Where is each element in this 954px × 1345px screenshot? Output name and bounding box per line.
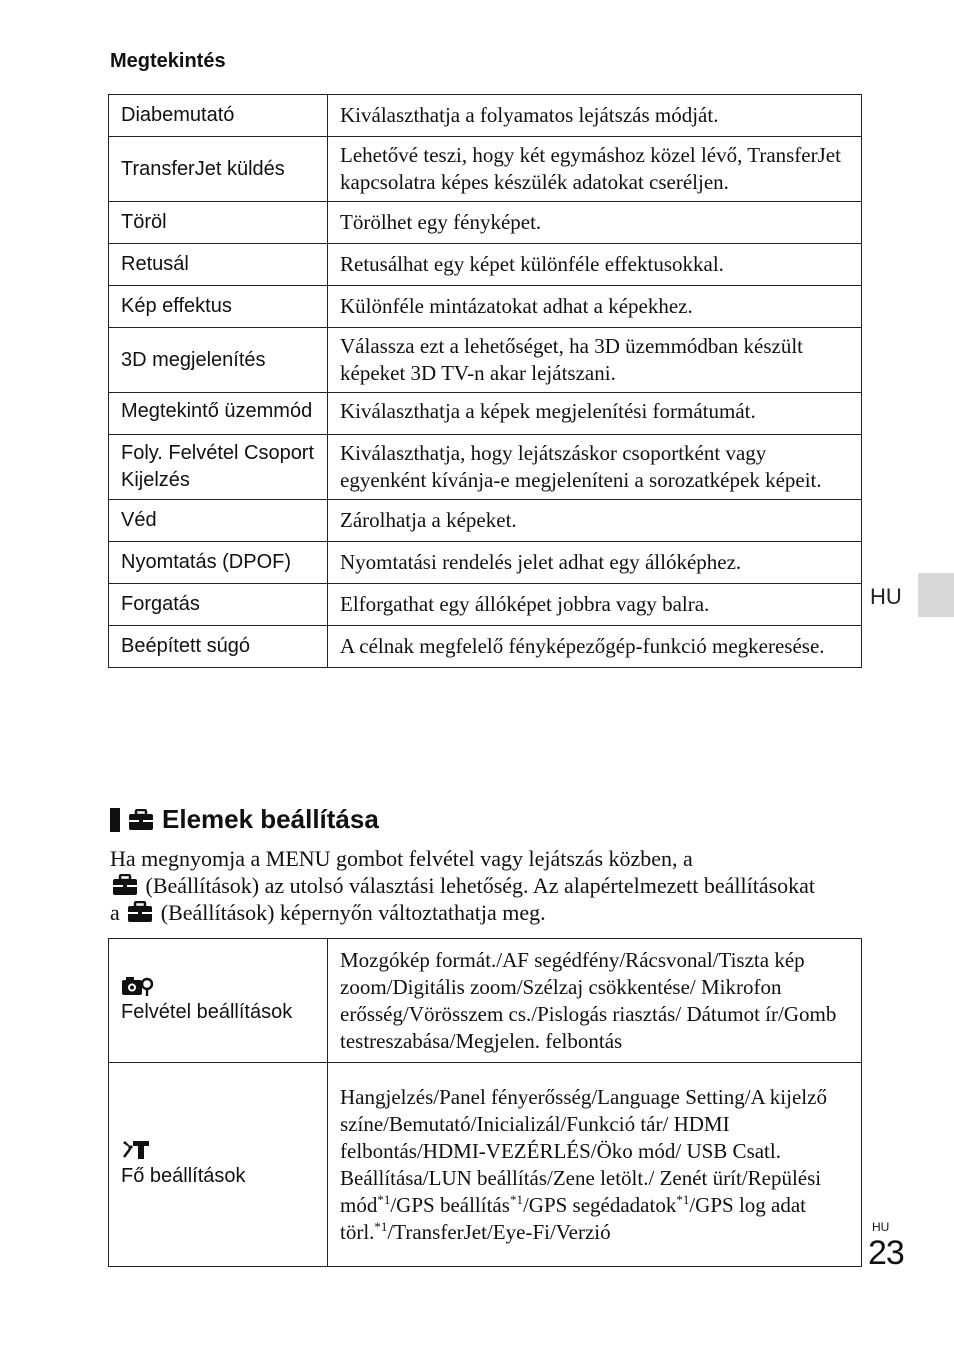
function-description: Válassza ezt a lehetőséget, ha 3D üzemmódban készült képeket 3D TV-n akar lejátszani. [328, 328, 862, 393]
section-marker [110, 808, 120, 832]
settings-desc [328, 1063, 862, 1267]
para-part1: Ha megnyomja a MENU gombot felvétel vagy lejátszás közben, a [110, 846, 693, 871]
table-row [109, 1063, 862, 1267]
settings-desc-part: Hangjelzés/Panel fényerősség/Language Setting/A kijelző színe/Bemutató/Inicializál/Funkció tár/ HDMI felbontás/HDMI-VEZÉRLÉS/Öko mód/ USB Csatl. Beállítása/LUN beállítás/Zene letölt./ Zenét ürít/Repülési mód [340, 1084, 827, 1217]
intro-paragraph [110, 845, 830, 926]
function-name: Véd [109, 500, 328, 542]
function-name: 3D megjelenítés [109, 328, 328, 393]
function-name: Nyomtatás (DPOF) [109, 542, 328, 584]
settings-name: Felvétel beállítások [121, 1001, 293, 1023]
camera-settings-icon [121, 975, 153, 997]
function-name: Töröl [109, 202, 328, 244]
function-description: Retusálhat egy képet különféle effektusokkal. [328, 244, 862, 286]
table-row [109, 286, 862, 328]
settings-desc-part: /TransferJet/Eye-Fi/Verzió [387, 1219, 611, 1244]
function-name: Foly. Felvétel Csoport Kijelzés [109, 435, 328, 500]
function-name: Diabemutató [109, 95, 328, 137]
footnote-mark: *1 [377, 1191, 391, 1207]
para-part3: (Beállítások) képernyőn változtathatja meg. [160, 900, 546, 925]
section-title-text: Elemek beállítása [162, 804, 379, 834]
function-description: Kiválaszthatja, hogy lejátszáskor csoportként vagy egyenként kívánja-e megjeleníteni a sorozatképek képeit. [328, 435, 862, 500]
function-description: Nyomtatási rendelés jelet adhat egy állóképhez. [328, 542, 862, 584]
function-description: Törölhet egy fényképet. [328, 202, 862, 244]
function-name: Retusál [109, 244, 328, 286]
page-number: 23 [868, 1234, 904, 1272]
settings-table [108, 938, 862, 1267]
function-name: TransferJet küldés [109, 137, 328, 202]
table-row [109, 244, 862, 286]
function-description: Kiválaszthatja a folyamatos lejátszás módját. [328, 95, 862, 137]
function-description: Lehetővé teszi, hogy két egymáshoz közel lévő, TransferJet kapcsolatra képes készülék adatokat cseréljen. [328, 137, 862, 202]
table-row [109, 542, 862, 584]
settings-name-cell [109, 1063, 328, 1267]
function-name: Forgatás [109, 584, 328, 626]
side-tab [918, 573, 954, 617]
para-part2: (Beállítások) az utolsó választási lehetőség. Az alapértelmezett beállításokat a [110, 873, 816, 925]
wrench-settings-icon [121, 1139, 151, 1161]
function-description: Kiválaszthatja a képek megjelenítési formátumát. [328, 393, 862, 435]
function-name: Megtekintő üzemmód [109, 393, 328, 435]
table-row [109, 584, 862, 626]
settings-desc-part: /GPS segédadatok [522, 1192, 677, 1217]
function-description: Különféle mintázatokat adhat a képekhez. [328, 286, 862, 328]
footnote-mark: *1 [374, 1218, 388, 1234]
function-description: Zárolhatja a képeket. [328, 500, 862, 542]
toolbox-icon [125, 901, 155, 923]
playback-table [108, 94, 862, 668]
function-name: Beépített súgó [109, 626, 328, 668]
table-row [109, 435, 862, 500]
table-row [109, 137, 862, 202]
section-heading-megtekintes: Megtekintés [110, 50, 226, 72]
table-row [109, 393, 862, 435]
toolbox-icon [128, 809, 154, 831]
section-title [110, 804, 379, 835]
table-row [109, 328, 862, 393]
footnote-mark: *1 [676, 1191, 690, 1207]
function-name: Kép effektus [109, 286, 328, 328]
settings-desc-part: /GPS log adat törl. [340, 1192, 807, 1244]
function-description: A célnak megfelelő fényképezőgép-funkció megkeresése. [328, 626, 862, 668]
table-row [109, 500, 862, 542]
settings-desc: Mozgókép formát./AF segédfény/Rácsvonal/Tiszta kép zoom/Digitális zoom/Szélzaj csökkentése/ Mikrofon erősség/Vörösszem cs./Pislogás riasztás/ Dátumot ír/Gomb testreszabása/Megjelen. felbontás [328, 939, 862, 1063]
table-row [109, 626, 862, 668]
table-row [109, 95, 862, 137]
footer-language: HU [872, 1220, 890, 1234]
toolbox-icon [110, 874, 140, 896]
footnote-mark: *1 [509, 1191, 523, 1207]
table-row [109, 202, 862, 244]
settings-name-cell [109, 939, 328, 1063]
side-language-label: HU [870, 584, 902, 609]
table-row [109, 939, 862, 1063]
settings-desc-part: /GPS beállítás [390, 1192, 510, 1217]
function-description: Elforgathat egy állóképet jobbra vagy balra. [328, 584, 862, 626]
settings-name: Fő beállítások [121, 1165, 246, 1187]
